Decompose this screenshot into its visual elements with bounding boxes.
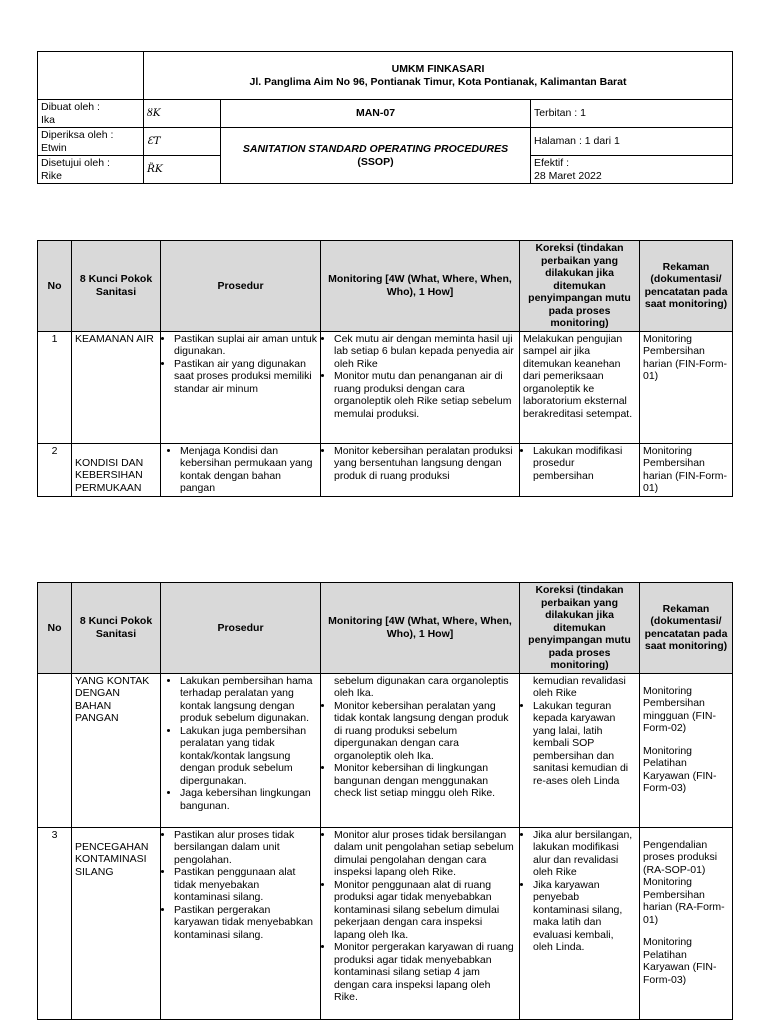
table-row <box>38 673 733 827</box>
list-item: • Monitor mutu dan penanganan air di ruang produksi dengan cara organoleptik oleh Rike setiap sebelum memulai produksi. <box>334 370 516 420</box>
row-monitoring <box>321 331 520 443</box>
list-item: • Pastikan alur proses tidak bersilangan dalam unit pengolahan. <box>174 829 317 867</box>
list-item: • Jaga kebersihan lingkungan bangunan. <box>180 787 317 812</box>
col-header-no: No <box>38 241 72 332</box>
made-by-label: Dibuat oleh : <box>41 101 100 113</box>
row-monitoring <box>321 443 520 496</box>
list-item: • Pastikan air yang digunakan saat proses produksi memiliki standar air minum <box>174 358 317 396</box>
efektif-cell <box>531 156 733 184</box>
made-by-cell <box>38 100 144 128</box>
org-name: UMKM FINKASARI <box>391 63 485 75</box>
checked-by-signature: ƐT <box>144 128 221 156</box>
made-by-signature: ȣK <box>144 100 221 128</box>
doc-title-line2: (SSOP) <box>357 155 394 168</box>
col-header-koreksi: Koreksi (tindakan perbaikan yang dilakukan jika ditemukan penyimpangan mutu pada proses monitoring) <box>520 583 640 674</box>
rekaman-entry: Monitoring Pelatihan Karyawan (FIN-Form-03) <box>643 744 717 794</box>
col-header-prosedur: Prosedur <box>161 241 321 332</box>
ssop-table-1 <box>37 240 733 497</box>
col-header-koreksi: Koreksi (tindakan perbaikan yang dilakukan jika ditemukan penyimpangan mutu pada proses monitoring) <box>520 241 640 332</box>
row-no: 2 <box>38 443 72 496</box>
approved-by-cell <box>38 156 144 184</box>
row-rekaman: Monitoring Pembersihan harian (FIN-Form-01) <box>640 443 733 496</box>
row-no: 1 <box>38 331 72 443</box>
list-item: • Pastikan pergerakan karyawan tidak menyebabkan kontaminasi silang. <box>174 904 317 942</box>
list-item: • Cek mutu air dengan meminta hasil uji lab setiap 6 bulan kepada penyedia air oleh Rike <box>334 333 516 371</box>
rekaman-entry: Monitoring Pembersihan mingguan (FIN-Form-02) <box>643 684 716 734</box>
koreksi-continued: kemudian revalidasi oleh Rike <box>533 674 626 699</box>
list-item: • Jika alur bersilangan, lakukan modifikasi alur dan revalidasi oleh Rike <box>533 829 636 879</box>
col-header-rekaman: Rekaman (dokumentasi/ pencatatan pada saat monitoring) <box>640 583 733 674</box>
efektif-label: Efektif : <box>534 157 570 169</box>
doc-title-line1: SANITATION STANDARD OPERATING PROCEDURES <box>242 143 509 155</box>
checked-by-cell <box>38 128 144 156</box>
halaman: Halaman : 1 dari 1 <box>531 128 733 156</box>
approved-by-signature: ȐK <box>144 156 221 184</box>
table-row <box>38 443 733 496</box>
row-kunci <box>72 827 161 1019</box>
list-item: • Pastikan penggunaan alat tidak menyebakan kontaminasi silang. <box>174 866 317 904</box>
row-monitoring <box>321 827 520 1019</box>
row-kunci-text: KONDISI DAN KEBERSIHAN PERMUKAAN <box>75 456 144 494</box>
row-no: 3 <box>38 827 72 1019</box>
col-header-rekaman: Rekaman (dokumentasi/ pencatatan pada saat monitoring) <box>640 241 733 332</box>
row-prosedur <box>161 673 321 827</box>
row-prosedur <box>161 827 321 1019</box>
document-header <box>37 51 733 184</box>
list-item: • Monitor kebersihan peralatan yang tidak kontak langsung dengan produk di ruang produksi sebelum dipergunakan dengan cara organoleptik oleh Ika. <box>334 700 516 763</box>
monitoring-continued: sebelum digunakan cara organoleptis oleh Ika. <box>334 674 509 699</box>
list-item: • Monitor kebersihan peralatan produksi yang bersentuhan langsung dengan produk di ruang produksi <box>334 445 516 483</box>
row-rekaman <box>640 827 733 1019</box>
rekaman-entry: Pengendalian proses produksi (RA-SOP-01) <box>643 838 718 876</box>
list-item: • Monitor pergerakan karyawan di ruang produksi agar tidak menyebabkan kontaminasi silang setiap 4 jam dengan cara inspeksi lapang oleh Rike. <box>334 941 516 1004</box>
row-kunci: KEAMANAN AIR <box>72 331 161 443</box>
made-by-name: Ika <box>41 113 56 126</box>
list-item: • Jika karyawan penyebab kontaminasi silang, maka latih dan evaluasi kembali, oleh Linda. <box>533 879 636 954</box>
row-kunci-text: PENCEGAHAN KONTAMINASI SILANG <box>75 840 149 878</box>
row-koreksi <box>520 673 640 827</box>
terbitan: Terbitan : 1 <box>531 100 733 128</box>
logo-cell <box>38 52 144 100</box>
list-item: • Menjaga Kondisi dan kebersihan permukaan yang kontak dengan bahan pangan <box>180 445 317 495</box>
row-monitoring <box>321 673 520 827</box>
col-header-prosedur: Prosedur <box>161 583 321 674</box>
row-koreksi <box>520 443 640 496</box>
approved-by-name: Rike <box>41 169 63 182</box>
rekaman-entry: Monitoring Pembersihan harian (RA-Form-01) <box>643 876 725 926</box>
list-item: • Lakukan pembersihan hama terhadap peralatan yang kontak langsung dengan produk sebelum digunakan. <box>180 675 317 725</box>
row-koreksi: Melakukan pengujian sampel air jika ditemukan keanehan dari pemeriksaan organoleptik ke laboratorium eksternal berakreditasi setempat. <box>520 331 640 443</box>
org-info <box>144 52 733 100</box>
checked-by-name: Etwin <box>41 141 67 154</box>
row-kunci: YANG KONTAK DENGAN BAHAN PANGAN <box>72 673 161 827</box>
row-prosedur <box>161 443 321 496</box>
list-item: • Monitor penggunaan alat di ruang produksi agar tidak menyebabkan kontaminasi silang sebelum dimulai pekerjaan dengan cara inspeksi lapang oleh Ika. <box>334 879 516 942</box>
checked-by-label: Diperiksa oleh : <box>41 129 114 141</box>
list-item: • Lakukan juga pembersihan peralatan yang tidak kontak/kontak langsung dengan produk sebelum dipergunakan. <box>180 725 317 788</box>
ssop-table-2 <box>37 582 733 1020</box>
col-header-monitoring: Monitoring [4W (What, Where, When, Who), 1 How] <box>321 583 520 674</box>
table-row <box>38 827 733 1019</box>
approved-by-label: Disetujui oleh : <box>41 157 110 169</box>
doc-title <box>221 128 531 184</box>
row-koreksi <box>520 827 640 1019</box>
list-item: • Pastikan suplai air aman untuk digunakan. <box>174 333 317 358</box>
list-item: • Monitor alur proses tidak bersilangan dalam unit pengolahan setiap sebelum dimulai pengolahan dengan cara inspeksi lapang oleh Rike. <box>334 829 516 879</box>
col-header-kunci: 8 Kunci Pokok Sanitasi <box>72 241 161 332</box>
col-header-kunci: 8 Kunci Pokok Sanitasi <box>72 583 161 674</box>
table-row <box>38 331 733 443</box>
row-prosedur <box>161 331 321 443</box>
row-rekaman <box>640 673 733 827</box>
col-header-no: No <box>38 583 72 674</box>
doc-code: MAN-07 <box>221 100 531 128</box>
list-item: • Monitor kebersihan di lingkungan bangunan dengan menggunakan check list setiap minggu oleh Rike. <box>334 762 516 800</box>
rekaman-entry: Monitoring Pelatihan Karyawan (FIN-Form-03) <box>643 936 717 986</box>
col-header-monitoring: Monitoring [4W (What, Where, When, Who), 1 How] <box>321 241 520 332</box>
org-address: Jl. Panglima Aim No 96, Pontianak Timur, Kota Pontianak, Kalimantan Barat <box>249 75 627 88</box>
row-kunci <box>72 443 161 496</box>
row-no <box>38 673 72 827</box>
list-item: • Lakukan teguran kepada karyawan yang lalai, latih kembali SOP pembersihan dan sanitasi kemudian di re-ases oleh Linda <box>533 700 636 788</box>
row-rekaman: Monitoring Pembersihan harian (FIN-Form-01) <box>640 331 733 443</box>
efektif-date: 28 Maret 2022 <box>534 169 602 182</box>
list-item: • Lakukan modifikasi prosedur pembersihan <box>533 445 636 483</box>
